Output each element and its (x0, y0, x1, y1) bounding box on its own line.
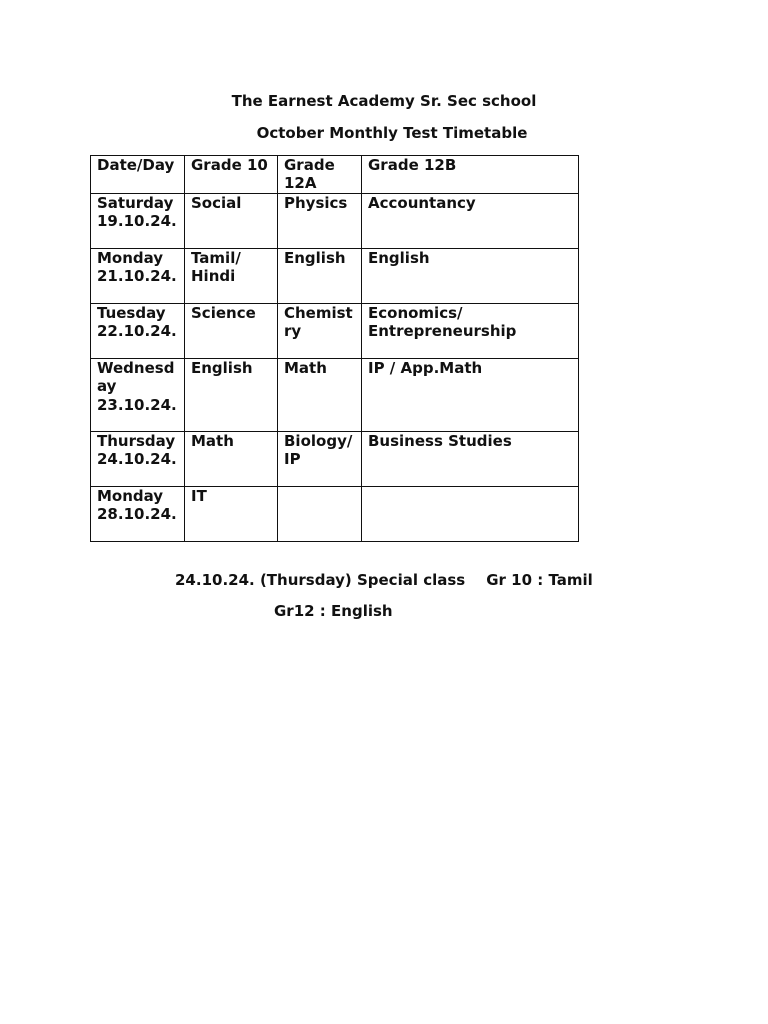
special-class-date: 24.10.24. (Thursday) Special class (175, 571, 466, 589)
date-label: 21.10.24. (97, 267, 177, 286)
grade12a-cell: Biology/ IP (278, 431, 362, 486)
grade10-cell: Social (185, 193, 278, 248)
grade10-cell: Tamil/ Hindi (185, 248, 278, 303)
day-label: Monday (97, 486, 164, 505)
day-label: Saturday (97, 193, 174, 212)
timetable-title: October Monthly Test Timetable (256, 124, 528, 142)
grade10-cell: Math (185, 431, 278, 486)
date-cell (91, 358, 185, 431)
day-label: Tuesday (97, 303, 166, 322)
grade12b-cell (362, 486, 579, 541)
table-row (91, 303, 579, 358)
grade12a-cell: Physics (278, 193, 362, 248)
day-label: Thursday (97, 431, 176, 450)
table-row (91, 248, 579, 303)
header-grade-12a: Grade 12A (278, 156, 362, 194)
table-row (91, 193, 579, 248)
grade10-special-subject: Gr 10 : Tamil (486, 571, 593, 589)
header-grade-12b: Grade 12B (362, 156, 579, 194)
date-cell (91, 303, 185, 358)
date-label: 23.10.24. (97, 395, 177, 414)
date-label: 28.10.24. (97, 505, 177, 524)
special-class-note (175, 571, 593, 589)
date-cell (91, 431, 185, 486)
grade10-cell: English (185, 358, 278, 431)
date-label: 22.10.24. (97, 322, 177, 341)
date-label: 24.10.24. (97, 450, 177, 469)
date-cell (91, 486, 185, 541)
timetable-table (90, 155, 579, 542)
date-cell (91, 193, 185, 248)
grade12b-cell: Accountancy (362, 193, 579, 248)
date-label: 19.10.24. (97, 212, 177, 231)
header-grade-10: Grade 10 (185, 156, 278, 194)
day-label: Wednesday (97, 358, 175, 396)
table-row (91, 431, 579, 486)
header-date-day: Date/Day (91, 156, 185, 194)
grade12-special-subject: Gr12 : English (274, 602, 393, 620)
grade10-cell: Science (185, 303, 278, 358)
grade12a-cell: Chemistry (278, 303, 362, 358)
grade12b-cell: IP / App.Math (362, 358, 579, 431)
table-row (91, 486, 579, 541)
grade12b-cell: English (362, 248, 579, 303)
grade12a-cell: English (278, 248, 362, 303)
table-row (91, 358, 579, 431)
day-label: Monday (97, 248, 164, 267)
grade12a-cell: Math (278, 358, 362, 431)
grade12b-cell: Economics/ Entrepreneurship (362, 303, 579, 358)
table-header-row (91, 156, 579, 194)
grade12a-cell (278, 486, 362, 541)
date-cell (91, 248, 185, 303)
grade12b-cell: Business Studies (362, 431, 579, 486)
school-title: The Earnest Academy Sr. Sec school (231, 92, 537, 110)
grade10-cell: IT (185, 486, 278, 541)
